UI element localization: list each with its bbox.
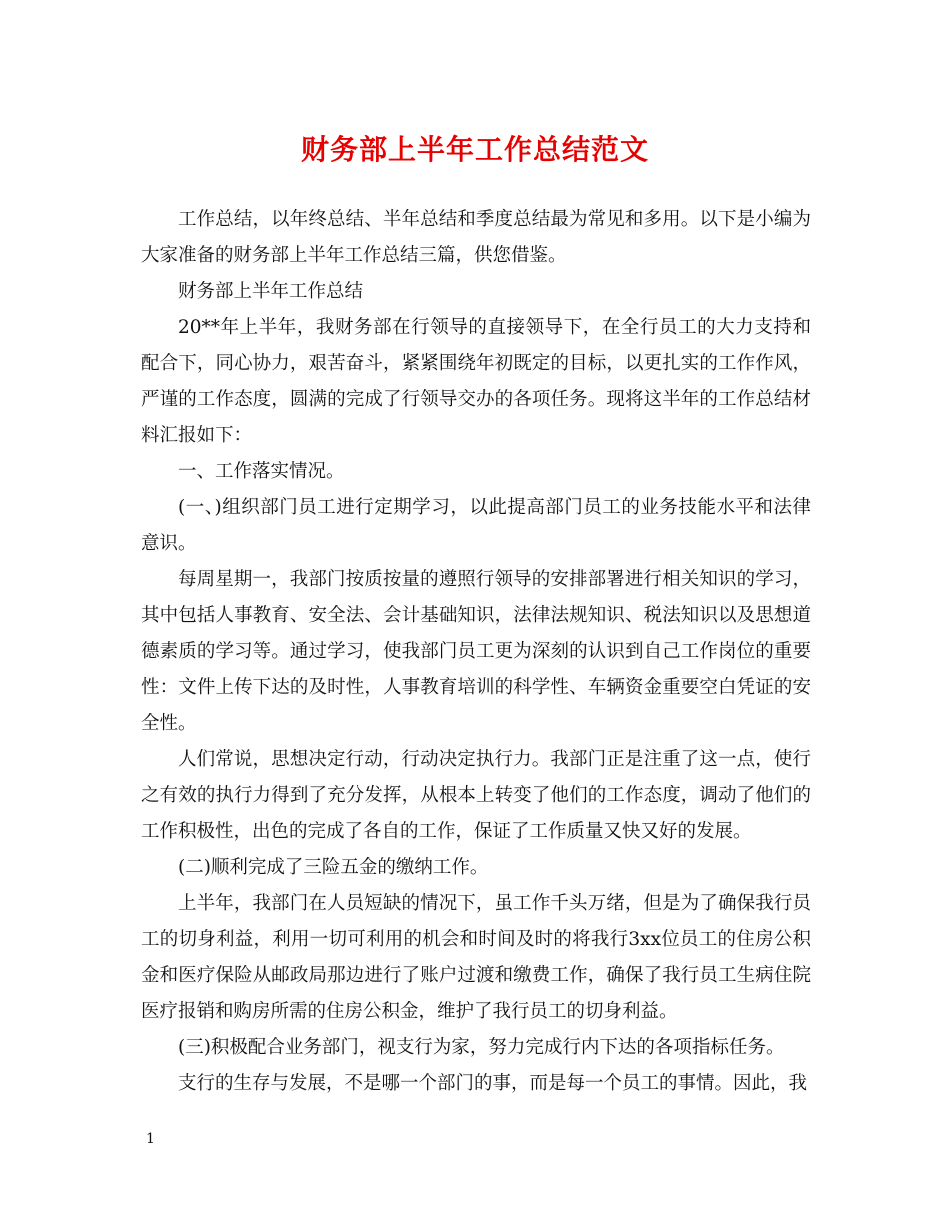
paragraph: 财务部上半年工作总结	[178, 281, 364, 302]
paragraph: (二)顺利完成了三险五金的缴纳工作。	[178, 857, 489, 878]
paragraph: 每周星期一，我部门按质按量的遵照行领导的安排部署进行相关知识的学习，其中包括人事教育、安全法、会计基础知识，法律法规知识、税法知识以及思想道德素质的学习等。通过学习，使我部门员工更为深刻的认识到自己工作岗位的重要性：文件上传下达的及时性，人事教育培训的科学性、车辆资金重要空白凭证的安全性。	[141, 569, 811, 734]
paragraph: 支行的生存与发展，不是哪一个部门的事，而是每一个员工的事情。因此，我	[178, 1073, 808, 1094]
paragraph: (一、)组织部门员工进行定期学习，以此提高部门员工的业务技能水平和法律意识。	[141, 497, 811, 554]
paragraph: 一、工作落实情况。	[178, 461, 345, 482]
document-body	[141, 202, 811, 1102]
page-number: 1	[146, 1131, 155, 1147]
paragraph: 上半年，我部门在人员短缺的情况下，虽工作千头万绪，但是为了确保我行员工的切身利益，利用一切可利用的机会和时间及时的将我行3xx位员工的住房公积金和医疗保险从邮政局那边进行了账户过渡和缴费工作，确保了我行员工生病住院医疗报销和购房所需的住房公积金，维护了我行员工的切身利益。	[141, 893, 811, 1022]
paragraph: 工作总结，以年终总结、半年总结和季度总结最为常见和多用。以下是小编为大家准备的财务部上半年工作总结三篇，供您借鉴。	[141, 209, 811, 266]
paragraph: 人们常说，思想决定行动，行动决定执行力。我部门正是注重了这一点，使行之有效的执行力得到了充分发挥，从根本上转变了他们的工作态度，调动了他们的工作积极性，出色的完成了各自的工作，保证了工作质量又快又好的发展。	[141, 749, 811, 842]
document-title: 财务部上半年工作总结范文	[300, 133, 649, 166]
paragraph: (三)积极配合业务部门，视支行为家，努力完成行内下达的各项指标任务。	[178, 1037, 785, 1058]
paragraph: 20**年上半年，我财务部在行领导的直接领导下，在全行员工的大力支持和配合下，同心协力，艰苦奋斗，紧紧围绕年初既定的目标，以更扎实的工作作风，严谨的工作态度，圆满的完成了行领导交办的各项任务。现将这半年的工作总结材料汇报如下：	[141, 317, 811, 446]
